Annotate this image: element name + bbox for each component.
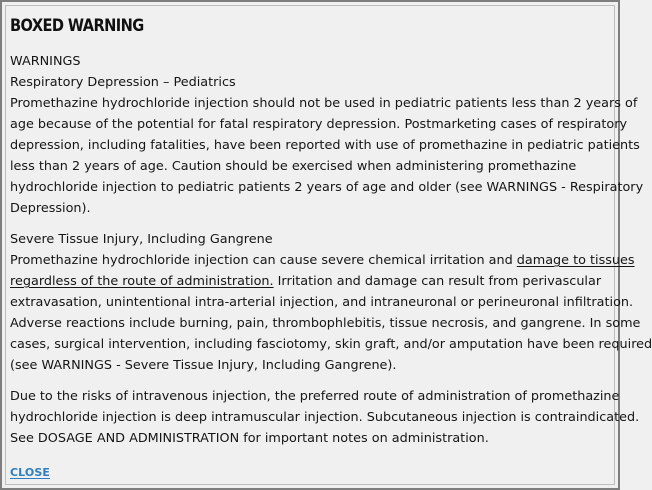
underlined-phrase: damage to tissues (516, 253, 635, 268)
respiratory-text-line: Depression). (10, 201, 91, 216)
underlined-phrase: regardless of the route of administration. (10, 274, 274, 289)
tissue-injury-text-line: (see WARNINGS - Severe Tissue Injury, Including Gangrene). (10, 358, 397, 373)
administration-text-line: Due to the risks of intravenous injection, the preferred route of administration of promethazine (10, 389, 620, 404)
tissue-injury-text-fragment: Irritation and damage can result from perivascular (273, 274, 602, 289)
warnings-heading: WARNINGS (10, 54, 81, 69)
tissue-injury-text-fragment: Promethazine hydrochloride injection can cause severe chemical irritation and (10, 253, 517, 268)
administration-text-line: See DOSAGE AND ADMINISTRATION for important notes on administration. (10, 431, 489, 446)
section-spacer (10, 219, 600, 229)
tissue-injury-text-line (10, 271, 600, 292)
respiratory-text-line: age because of the potential for fatal respiratory depression. Postmarketing cases of respiratory (10, 117, 628, 132)
respiratory-text-line: hydrochloride injection to pediatric patients 2 years of age and older (see WARNINGS - Respiratory (10, 180, 644, 195)
respiratory-text-line: less than 2 years of age. Caution should be exercised when administering promethazine (10, 159, 577, 174)
tissue-injury-heading: Severe Tissue Injury, Including Gangrene (10, 232, 273, 247)
respiratory-text-line: Promethazine hydrochloride injection should not be used in pediatric patients less than 2 years of (10, 96, 638, 111)
tissue-injury-text-line: cases, surgical intervention, including fasciotomy, skin graft, and/or amputation have been required (10, 337, 652, 352)
tissue-injury-text-line: extravasation, unintentional intra-arterial injection, and intraneuronal or perineuronal infiltration. (10, 295, 634, 310)
tissue-injury-text-line (10, 250, 635, 271)
close-link[interactable]: CLOSE (10, 466, 50, 479)
dialog-title: BOXED WARNING (10, 16, 144, 36)
warning-content (10, 51, 652, 449)
respiratory-text-line: depression, including fatalities, have been reported with use of promethazine in pediatric patients (10, 138, 640, 153)
respiratory-depression-heading: Respiratory Depression – Pediatrics (10, 75, 236, 90)
section-spacer (10, 376, 600, 386)
tissue-injury-text-line: Adverse reactions include burning, pain, thrombophlebitis, tissue necrosis, and gangrene. In some (10, 316, 641, 331)
administration-text-line: hydrochloride injection is deep intramuscular injection. Subcutaneous injection is contraindicated. (10, 410, 640, 425)
